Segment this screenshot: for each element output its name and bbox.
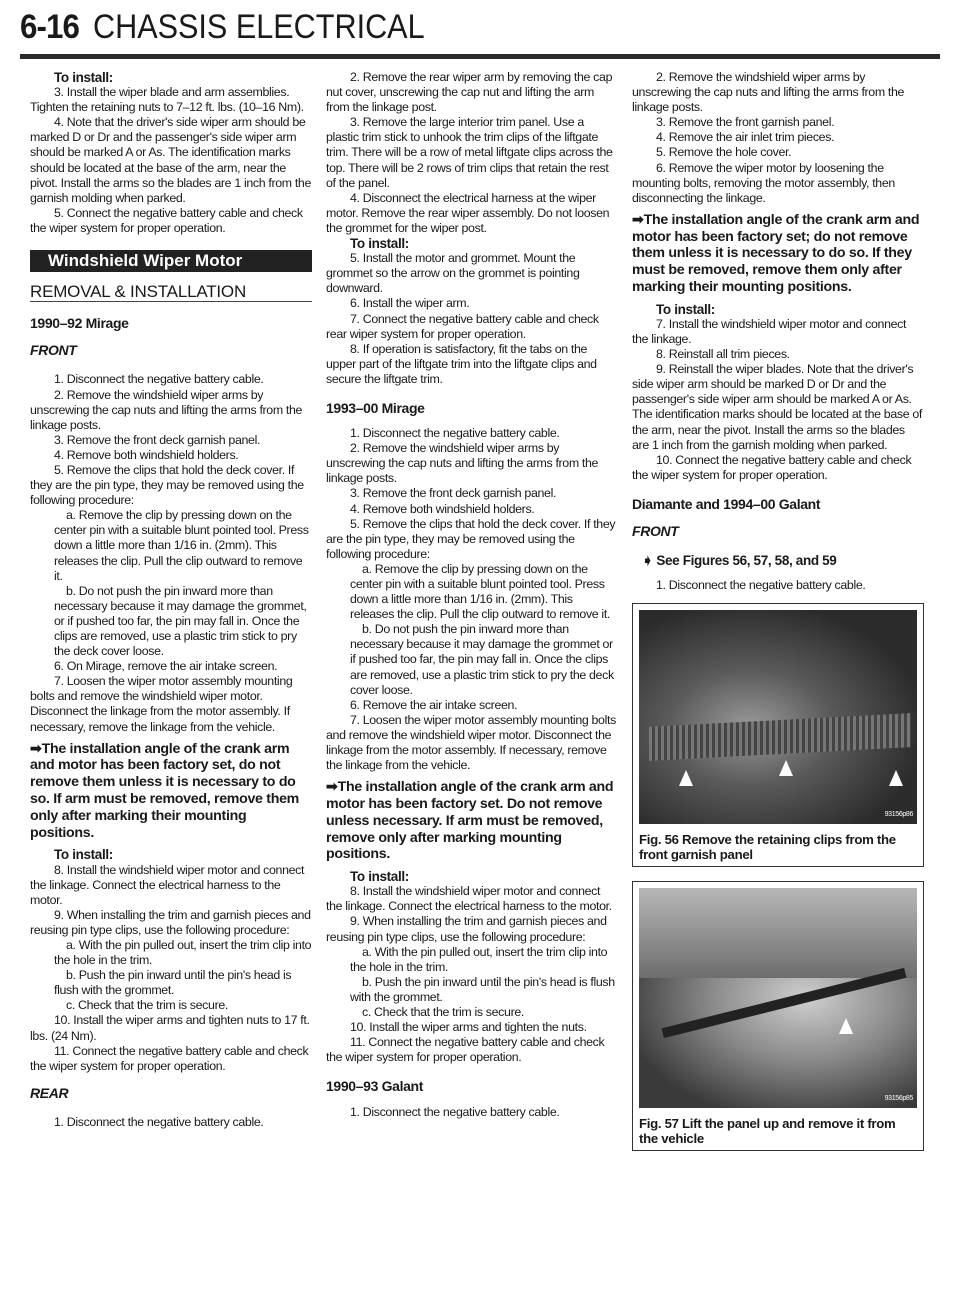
step-1: 1. Disconnect the negative battery cable. — [350, 1104, 560, 1119]
windshield-shape — [639, 888, 917, 978]
step-9: 9. When installing the trim and garnish pieces and reusing pin type clips, use the following procedure: — [326, 914, 607, 944]
install-heading: To install: — [54, 70, 113, 85]
step-5b: b. Do not push the pin inward more than necessary because it may damage the grommet, or if pushed too far, the pin may fall in. Once the clips are removed, use a plastic trim stick to pry the deck cover loose. — [54, 583, 307, 659]
step-8: 8. Install the windshield wiper motor and connect the linkage. Connect the electrical harness to the motor. — [30, 862, 305, 907]
step-3: 3. Remove the front garnish panel. — [656, 115, 835, 130]
step-8: 8. Install the windshield wiper motor and connect the linkage. Connect the electrical harness to the motor. — [326, 884, 612, 914]
wiper-shape — [662, 968, 907, 1038]
step-9a: a. With the pin pulled out, insert the trim clip into the hole in the trim. — [350, 944, 608, 974]
note: ➡The installation angle of the crank arm and motor has been factory set; do not remove them unless it is necessary to do so. If they must be removed, remove them only after marking their mounting positions. — [632, 211, 920, 296]
step-10: 10. Install the wiper arms and tighten the nuts. — [350, 1020, 587, 1035]
position-heading: FRONT — [30, 342, 77, 359]
step-5a: a. Remove the clip by pressing down on the center pin with a suitable blunt pointed tool. Press down a little more than 1/16 in. (2mm). This releases the clip. Pull the clip outward to remove it. — [54, 508, 309, 583]
header-rule — [20, 54, 940, 59]
arrow-icon — [889, 770, 903, 786]
position-heading: FRONT — [632, 523, 679, 540]
step-11: 11. Connect the negative battery cable and check the wiper system for proper operation. — [30, 1043, 309, 1073]
step-4: 4. Remove the air inlet trim pieces. — [656, 130, 835, 145]
step-5: 5. Remove the clips that hold the deck cover. If they are the pin type, they may be removed using the following procedure: — [326, 516, 616, 561]
step-7: 7. Loosen the wiper motor assembly mounting bolts and remove the windshield wiper motor. Disconnect the linkage from the motor assembly. If necessary, remove the linkage from the vehicle. — [30, 674, 293, 734]
step-2: 2. Remove the rear wiper arm by removing the cap nut cover, unscrewing the cap nut and lifting the arm from the linkage post. — [326, 70, 613, 115]
step-10: 10. Connect the negative battery cable and check the wiper system for proper operation. — [632, 452, 912, 482]
step-9: 9. When installing the trim and garnish pieces and reusing pin type clips, use the following procedure: — [30, 907, 311, 937]
step-1: 1. Disconnect the negative battery cable. — [350, 426, 560, 441]
step-9: 9. Reinstall the wiper blades. Note that the driver's side wiper arm should be marked D or Dr and the passenger's side wiper arm should be marked A or As. The identification marks should be located at the base of the arm, near the pivot. Install the arms so the blades are 1 inch from the garnish molding when parked. — [632, 362, 923, 452]
step-5: 5. Remove the clips that hold the deck cover. If they are the pin type, they may be removed using the following procedure: — [30, 462, 304, 508]
step-1: 1. Disconnect the negative battery cable. — [656, 578, 866, 593]
arrow-icon — [779, 760, 793, 776]
model-heading: 1990–93 Galant — [326, 1078, 424, 1095]
step-9b: b. Push the pin inward until the pin's head is flush with the grommet. — [350, 974, 615, 1004]
column-1 — [30, 70, 312, 1130]
rear-heading: REAR — [30, 1084, 69, 1101]
section-title: REMOVAL & INSTALLATION — [30, 282, 247, 302]
step-3: 3. Install the wiper blade and arm assemblies. Tighten the retaining nuts to 7–12 ft. lbs. (10–16 Nm). — [30, 85, 304, 115]
step-5: 5. Connect the negative battery cable and check the wiper system for proper operation. — [30, 205, 303, 235]
step-11: 11. Connect the negative battery cable and check the wiper system for proper operation. — [326, 1035, 605, 1065]
step-6: 6. On Mirage, remove the air intake screen. — [54, 659, 278, 674]
step-3: 3. Remove the large interior trim panel. Use a plastic trim stick to unhook the trim clips of the liftgate trim. There will be a row of metal liftgate clips across the top. There will be 2 rows of trim clips that retain the rest of the panel. — [326, 115, 613, 190]
install-heading: To install: — [54, 847, 113, 863]
model-heading: 1993–00 Mirage — [326, 399, 425, 416]
step-5: 5. Remove the hole cover. — [656, 145, 792, 160]
step-7: 7. Loosen the wiper motor assembly mounting bolts and remove the windshield wiper motor. Disconnect the linkage from the motor assembly. If necessary, remove the linkage from the vehicle. — [326, 712, 616, 773]
model-heading: 1990–92 Mirage — [30, 315, 129, 332]
figure-56 — [632, 603, 924, 867]
page-header — [20, 8, 940, 52]
install-heading: To install: — [656, 301, 715, 317]
step-8: 8. If operation is satisfactory, fit the tabs on the upper part of the liftgate trim into the liftgate clips and secure the liftgate trim. — [326, 341, 597, 386]
step-6: 6. Remove the wiper motor by loosening the mounting bolts, removing the motor assembly, then disconnecting the linkage. — [632, 160, 895, 205]
section-banner: Windshield Wiper Motor — [30, 250, 312, 272]
photo-id: 93156p85 — [884, 1095, 913, 1103]
step-3: 3. Remove the front deck garnish panel. — [54, 432, 261, 447]
step-2: 2. Remove the windshield wiper arms by unscrewing the cap nuts and lifting the arms from the linkage posts. — [632, 70, 905, 115]
figure-56-photo — [639, 610, 917, 824]
figure-56-caption: Fig. 56 Remove the retaining clips from the front garnish panel — [639, 832, 896, 863]
step-9a: a. With the pin pulled out, insert the trim clip into the hole in the trim. — [54, 938, 312, 968]
install-heading: To install: — [350, 236, 409, 252]
note: ➡The installation angle of the crank arm and motor has been factory set, do not remove them unless it is necessary to do so. If arm must be removed, remove them only after marking their mounting positions. — [30, 740, 299, 841]
step-2: 2. Remove the windshield wiper arms by unscrewing the cap nuts and lifting the arms from the linkage posts. — [30, 387, 303, 432]
step-6: 6. Remove the air intake screen. — [350, 697, 518, 712]
step-9b: b. Push the pin inward until the pin's head is flush with the grommet. — [54, 968, 292, 998]
step-4: 4. Note that the driver's side wiper arm should be marked D or Dr and the passenger's side wiper arm should be marked A or As. The identification marks should be located at the base of the arm, near the pivot. Install the arms so the blades are 1 inch from the garnish molding when parked. — [30, 115, 312, 205]
model-heading: Diamante and 1994–00 Galant — [632, 495, 821, 512]
step-1: 1. Disconnect the negative battery cable. — [54, 1114, 264, 1129]
figure-57-photo — [639, 888, 917, 1108]
step-10: 10. Install the wiper arms and tighten nuts to 17 ft. lbs. (24 Nm). — [30, 1013, 310, 1043]
step-7: 7. Install the windshield wiper motor and connect the linkage. — [632, 316, 907, 347]
figure-57 — [632, 881, 924, 1151]
column-2 — [326, 70, 616, 1120]
figure-57-caption: Fig. 57 Lift the panel up and remove it from the vehicle — [639, 1116, 896, 1147]
see-figures: ➧ See Figures 56, 57, 58, and 59 — [642, 553, 837, 569]
photo-id: 93156p86 — [884, 811, 913, 819]
arrow-icon — [679, 770, 693, 786]
garnish-panel-shape — [649, 713, 911, 761]
step-9c: c. Check that the trim is secure. — [66, 998, 228, 1013]
install-heading: To install: — [350, 869, 409, 885]
chapter-title: CHASSIS ELECTRICAL — [92, 8, 425, 46]
step-5: 5. Install the motor and grommet. Mount the grommet so the arrow on the grommet is pointing downward. — [326, 251, 580, 296]
step-4: 4. Disconnect the electrical harness at the wiper motor. Remove the rear wiper assembly. Do not loosen the grommet for the wiper post. — [326, 190, 610, 235]
step-9c: c. Check that the trim is secure. — [362, 1005, 524, 1020]
section-rule — [30, 301, 312, 302]
step-2: 2. Remove the windshield wiper arms by unscrewing the cap nuts and lifting the arms from the linkage posts. — [326, 441, 599, 486]
arrow-icon — [839, 1018, 853, 1034]
step-6: 6. Install the wiper arm. — [350, 296, 470, 311]
step-5a: a. Remove the clip by pressing down on the center pin with a suitable blunt pointed tool. Press down a little more than 1/16 in. (2mm). This releases the clip. Pull the clip outward to remove it. — [350, 561, 611, 622]
note: ➡The installation angle of the crank arm and motor has been factory set. Do not remove unless necessary. If arm must be removed, remove only after marking mounting positions. — [326, 779, 614, 863]
step-3: 3. Remove the front deck garnish panel. — [350, 486, 557, 501]
column-3 — [632, 70, 924, 1151]
step-4: 4. Remove both windshield holders. — [54, 447, 239, 462]
step-5b: b. Do not push the pin inward more than necessary because it may damage the grommet or if pushed too far, the pin may fall in. Once the clips are removed, use a plastic trim stick to pry the deck cover loose. — [350, 622, 614, 697]
page-number: 6-16 — [20, 8, 79, 46]
step-7: 7. Connect the negative battery cable and check rear wiper system for proper operation. — [326, 311, 599, 341]
step-1: 1. Disconnect the negative battery cable. — [54, 372, 264, 387]
step-8: 8. Reinstall all trim pieces. — [656, 347, 790, 362]
step-4: 4. Remove both windshield holders. — [350, 501, 535, 516]
